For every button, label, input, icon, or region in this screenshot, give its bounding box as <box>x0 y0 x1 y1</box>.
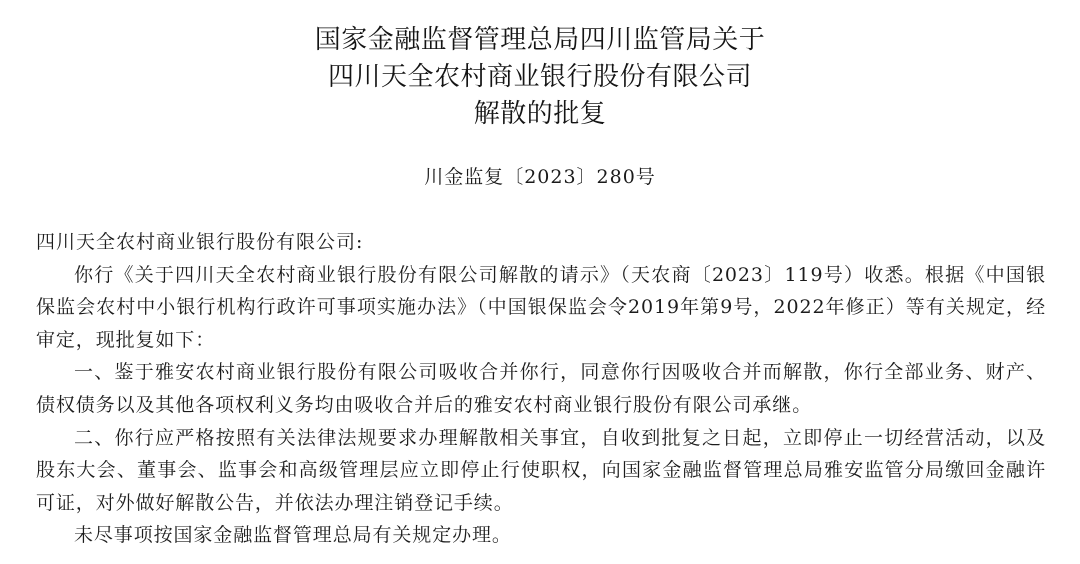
title-line-1: 国家金融监督管理总局四川监管局关于 <box>314 25 766 55</box>
paragraph-item-one: 一、鉴于雅安农村商业银行股份有限公司吸收合并你行，同意你行因吸收合并而解散，你行全部业务、财产、债权债务以及其他各项权利义务均由吸收合并后的雅安农村商业银行股份有限公司承继。 <box>36 361 1046 416</box>
document-body <box>36 226 1046 552</box>
paragraph-item-two: 二、你行应严格按照有关法律法规要求办理解散相关事宜，自收到批复之日起，立即停止一切经营活动，以及股东大会、董事会、监事会和高级管理层应立即停止行使职权，向国家金融监督管理总局雅安监管分局缴回金融许可证，对外做好解散公告，并依法办理注销登记手续。 <box>36 426 1046 514</box>
title-line-2: 四川天全农村商业银行股份有限公司 <box>327 62 752 92</box>
paragraph-closing: 未尽事项按国家金融监督管理总局有关规定办理。 <box>74 524 512 547</box>
document-title <box>0 22 1080 133</box>
title-line-3: 解散的批复 <box>473 99 607 129</box>
addressee: 四川天全农村商业银行股份有限公司: <box>36 231 364 253</box>
paragraph-request-receipt: 你行《关于四川天全农村商业银行股份有限公司解散的请示》（天农商〔2023〕119号）收悉。根据《中国银保监会农村中小银行机构行政许可事项实施办法》（中国银保监会令2019年第9号，2022年修正）等有关规定，经审定，现批复如下： <box>36 263 1046 351</box>
document-number: 川金监复〔2023〕280号 <box>424 166 656 188</box>
